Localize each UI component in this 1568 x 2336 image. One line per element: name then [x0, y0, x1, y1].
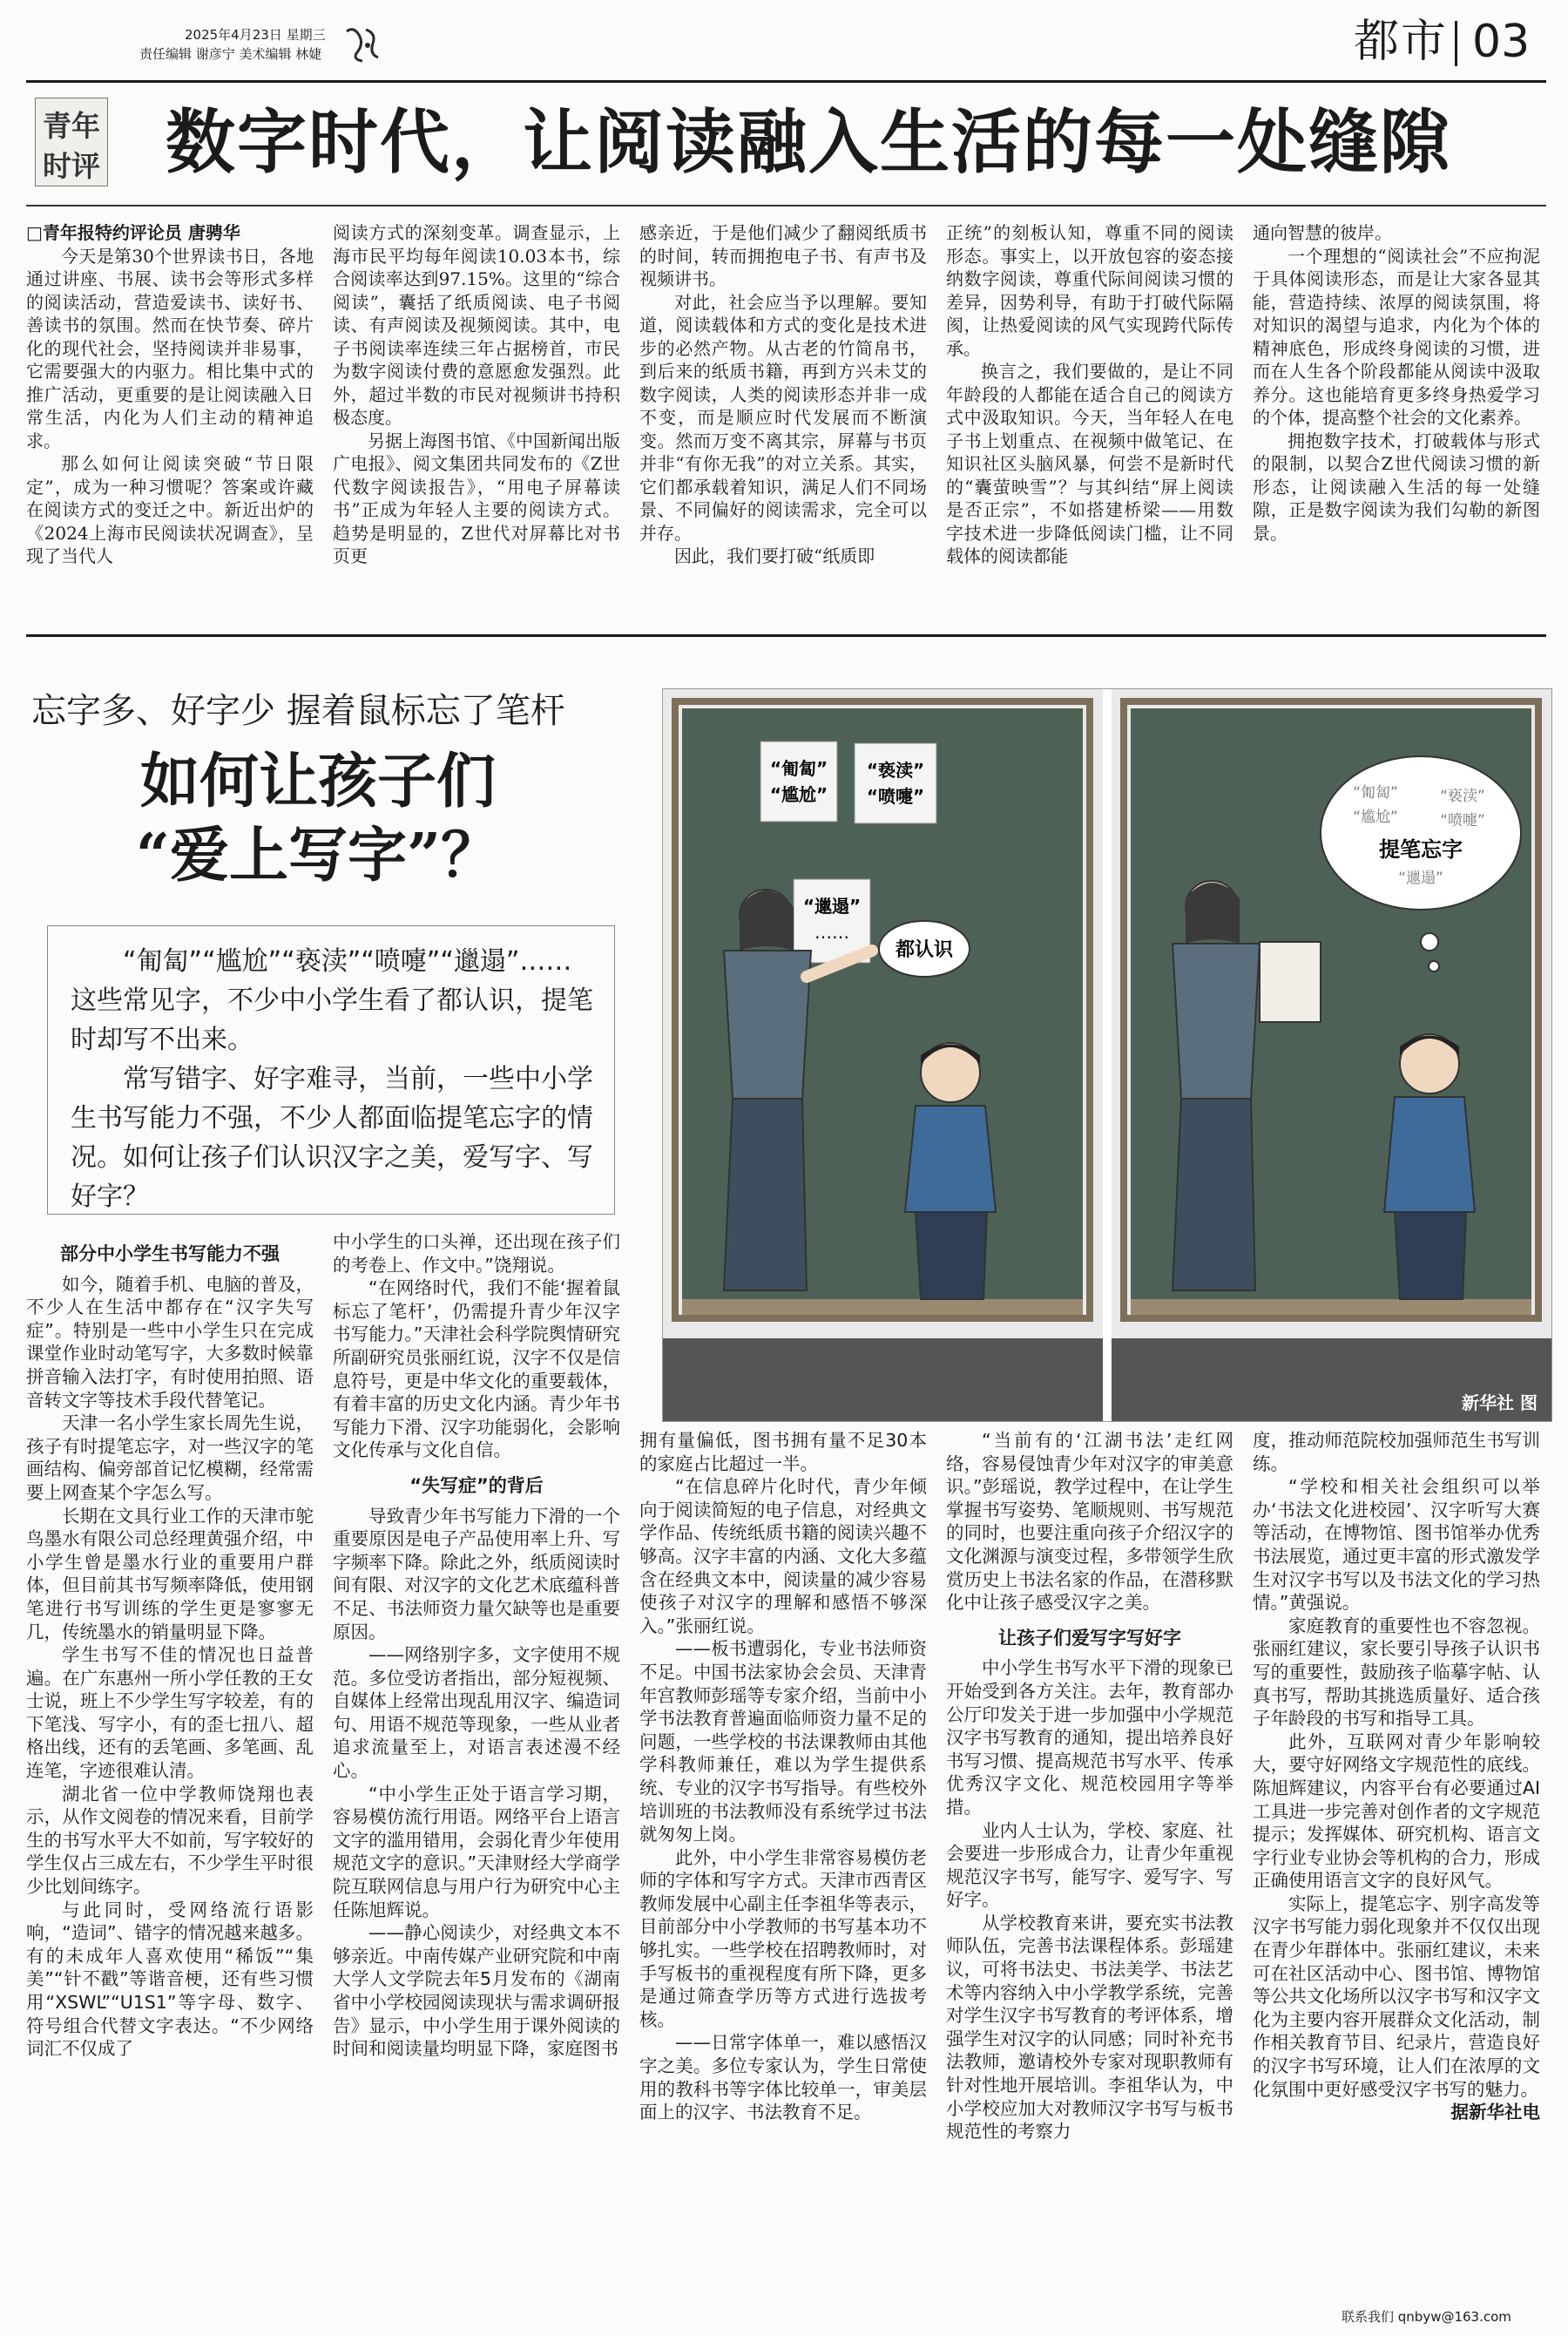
- card3-word1: “邋遢”: [802, 896, 862, 917]
- comic-drawing: [663, 689, 1551, 1421]
- comic-illustration: [662, 688, 1552, 1422]
- byline: □青年报特约评论员 唐骋华: [26, 222, 240, 243]
- commentary-column-2: [333, 221, 620, 568]
- thought-word: “邋遢”: [1398, 870, 1443, 887]
- paragraph: 中小学生书写水平下滑的现象已开始受到各方关注。去年，教育部办公厅印发关于进一步加强中小学规范汉字书写教育的通知，提出培养良好书写习惯、提高规范书写水平、传承优秀汉字文化、规范校园用字等举措。: [946, 1657, 1233, 1818]
- paragraph: 此外，互联网对青少年影响较大，要守好网络文字规范性的底线。陈旭辉建议，内容平台有必要通过AI工具进一步完善对创作者的文字规范提示；发挥媒体、研究机构、语言文字行业专业协会等机构的合力，形成正确使用语言文字的良好风气。: [1253, 1730, 1540, 1892]
- paragraph: 感亲近，于是他们减少了翻阅纸质书的时间，转而拥抱电子书、有声书及视频讲书。: [639, 222, 927, 289]
- paragraph: 今天是第30个世界读书日，各地通过讲座、书展、读书会等形式多样的阅读活动，营造爱读书、读好书、善读书的氛围。然而在快节奏、碎片化的现代社会，坚持阅读并非易事，它需要强大的内驱力。相比集中式的推广活动，更重要的是让阅读融入日常生活，内化为人们主动的精神追求。: [26, 245, 314, 451]
- paragraph: 长期在文具行业工作的天津市鸵鸟墨水有限公司总经理黄强介绍，中小学生曾是墨水行业的重要用户群体，但目前其书写频率降低，使用钢笔进行书写训练的学生更是寥寥无几，传统墨水的销量明显下降。: [26, 1505, 314, 1642]
- issue-date: 2025年4月23日 星期三: [185, 27, 326, 43]
- article-column-5: [1253, 1429, 1540, 2124]
- paragraph: ——网络别字多，文字使用不规范。多位受访者指出，部分短视频、自媒体上经常出现乱用汉字、编造词句、用语不规范等现象，一些从业者追求流量至上，对语言表述漫不经心。: [333, 1644, 620, 1782]
- column-tag-line2: 时评: [43, 149, 100, 183]
- paragraph: ——日常字体单一，难以感悟汉字之美。多位专家认为，学生日常使用的教科书等字体比较单一，审美层面上的汉字、书法教育不足。: [639, 2032, 927, 2123]
- commentary-headline: 数字时代，让阅读融入生活的每一处缝隙: [166, 101, 1451, 183]
- paragraph: 拥有量偏低，图书拥有量不足30本的家庭占比超过一半。: [639, 1430, 927, 1474]
- section-divider: [1455, 21, 1457, 66]
- section-name: 都市: [1353, 16, 1448, 68]
- source-signature: 据新华社电: [1450, 2102, 1540, 2123]
- feature-headline-line1: 如何让孩子们: [139, 747, 496, 816]
- page-number: 03: [1472, 16, 1531, 68]
- paragraph: “当前有的‘江湖书法’走红网络，容易侵蚀青少年对汉字的审美意识。”彭瑶说，教学过程中，在让学生掌握书写姿势、笔顺规则、书写规范的同时，也要注重向孩子介绍汉字的文化渊源与演变过程，多带领学生欣赏历史上书法名家的作品，在潜移默化中让孩子感受汉字之美。: [946, 1430, 1233, 1614]
- photo-credit: 新华社 图: [1462, 1392, 1538, 1413]
- commentary-column-5: [1253, 221, 1540, 545]
- paragraph: 那么如何让阅读突破“节日限定”，成为一种习惯呢？答案或许藏在阅读方式的变迁之中。新近出炉的《2024上海市民阅读状况调查》，呈现了当代人: [26, 453, 314, 566]
- feature-headline-line2: “爱上写字”？: [135, 821, 501, 890]
- newspaper-logo: [341, 23, 383, 64]
- article-column-4: [946, 1429, 1233, 2143]
- editors-line: 责任编辑 谢彦宁 美术编辑 林婕: [139, 46, 322, 62]
- paragraph: 度，推动师范院校加强师范生书写训练。: [1253, 1430, 1540, 1474]
- paragraph: 与此同时，受网络流行语影响，“造词”、错字的情况越来越多。有的未成年人喜欢使用“稀饭”“集美”“针不戳”等谐音梗，还有些习惯用“XSWL”“U1S1”等字母、数字、符号组合代替文字表达。“不少网络词汇不仅成了: [26, 1899, 314, 2060]
- lead-paragraph: “匍匐”“尴尬”“亵渎”“喷嚏”“邋遢”……这些常见字，不少中小学生看了都认识，提笔时却写不出来。: [71, 946, 593, 1055]
- commentary-column-3: [639, 221, 927, 568]
- article-column-1: [26, 1230, 314, 2061]
- paragraph: 因此，我们要打破“纸质即: [674, 545, 875, 566]
- card2-word2: “喷嚏”: [866, 786, 925, 807]
- article-column-3: [639, 1429, 927, 2124]
- paragraph: 业内人士认为，学校、家庭、社会要进一步形成合力，让青少年重视规范汉字书写，能写字、爱写字、写好字。: [946, 1819, 1233, 1911]
- lead-box: [47, 925, 615, 1215]
- paragraph: 此外，中小学生非常容易模仿老师的字体和写字方式。天津市西青区教师发展中心副主任李祖华等表示，目前部分中小学教师的书写基本功不够扎实。一些学校在招聘教师时，对手写板书的重视程度有所下降，更多是通过筛查学历等方式进行选拔考核。: [639, 1846, 927, 2030]
- paragraph: 家庭教育的重要性也不容忽视。张丽红建议，家长要引导孩子认识书写的重要性，鼓励孩子临摹字帖、认真书写，帮助其挑选质量好、适合孩子年龄段的书写和指导工具。: [1253, 1615, 1540, 1730]
- column-tag-line1: 青年: [43, 109, 100, 143]
- paragraph: 如今，随着手机、电脑的普及，不少人在生活中都存在“汉字失写症”。特别是一些中小学生只在完成课堂作业时动笔写字，大多数时候靠拼音输入法打字，有时使用拍照、语音转文字等技术手段代替笔记。: [26, 1273, 314, 1411]
- paragraph: 换言之，我们要做的，是让不同年龄段的人都能在适合自己的阅读方式中汲取知识。今天，当年轻人在电子书上划重点、在视频中做笔记、在知识社区头脑风暴，何尝不是新时代的“囊萤映雪”？与其纠结“屏上阅读是否正宗”，不如搭建桥梁——用数字技术进一步降低阅读门槛，让不同载体的阅读都能: [946, 361, 1233, 566]
- subheading: “失写症”的背后: [409, 1474, 544, 1496]
- paragraph: 一个理想的“阅读社会”不应拘泥于具体阅读形态，而是让大家各显其能，营造持续、浓厚的阅读氛围，将对知识的渴望与追求，内化为个体的精神底色，形成终身阅读的习惯，进而在人生各个阶段都能从阅读中汲取养分。这也能培育更多终身热爱学习的个体，提高整个社会的文化素养。: [1253, 245, 1540, 428]
- paragraph: “中小学生正处于语言学习期，容易模仿流行用语。网络平台上语言文字的滥用错用，会弱化青少年使用规范文字的意识。”天津财经大学商学院互联网信息与用户行为研究中心主任陈旭辉说。: [333, 1783, 620, 1920]
- subheading: 让孩子们爱写字写好字: [998, 1627, 1181, 1649]
- card2-word1: “亵渎”: [866, 760, 925, 781]
- paragraph: 天津一名小学生家长周先生说，孩子有时提笔忘字，对一些汉字的笔画结构、偏旁部首记忆模糊，经常需要上网查某个字怎么写。: [26, 1412, 314, 1503]
- paragraph: 学生书写不佳的情况也日益普遍。在广东惠州一所小学任教的王女士说，班上不少学生写字较差，有的下笔浅、写字小，有的歪七扭八、超格出线，还有的丢笔画、多笔画、乱连笔，字迹很难认清。: [26, 1644, 314, 1782]
- paragraph: 正统”的刻板认知，尊重不同的阅读形态。事实上，以开放包容的姿态接纳数字阅读，尊重代际间阅读习惯的差异，因势利导，有助于打破代际隔阂，让热爱阅读的风气实现跨代际传承。: [946, 222, 1233, 359]
- paragraph: 通向智慧的彼岸。: [1253, 222, 1392, 243]
- paragraph: 实际上，提笔忘字、别字高发等汉字书写能力弱化现象并不仅仅出现在青少年群体中。张丽红建议，未来可在社区活动中心、图书馆、博物馆等公共文化场所以汉字书写和汉字文化为主要内容开展群众文化活动，制作相关教育节目、纪录片，营造良好的汉字书写环境，让人们在浓厚的文化氛围中更好感受汉字书写的魅力。: [1253, 1892, 1540, 2100]
- paragraph: 对此，社会应当予以理解。要知道，阅读载体和方式的变化是技术进步的必然产物。从古老的竹简帛书，到后来的纸质书籍，再到方兴未艾的数字阅读，人类的阅读形态并非一成不变，而是顺应时代发展而不断演变。然而万变不离其宗，屏幕与书页并非“有你无我”的对立关系。其实，它们都承载着知识，满足人们不同场景、不同偏好的阅读需求，完全可以并存。: [639, 291, 927, 544]
- card1-word2: “尴尬”: [769, 784, 828, 805]
- section-rule: [26, 634, 1546, 637]
- lead-paragraph: 常写错字、好字难寻，当前，一些中小学生书写能力不强，不少人都面临提笔忘字的情况。如何让孩子们认识汉字之美，爱写字、写好字？: [71, 1064, 593, 1212]
- thought-bubble-text: 提笔忘字: [1379, 837, 1463, 862]
- paragraph: ——板书遭弱化，专业书法师资不足。中国书法家协会会员、天津青年宫教师彭瑶等专家介绍，当前中小学书法教育普遍面临师资力量不足的问题，一些学校的书法课教师由其他学科教师兼任，难以为学生提供系统、专业的汉字书写指导。有些校外培训班的书法教师没有系统学过书法就匆匆上岗。: [639, 1638, 927, 1845]
- paragraph: ——静心阅读少，对经典文本不够亲近。中南传媒产业研究院和中南大学人文学院去年5月发布的《湖南省中小学校园阅读现状与需求调研报告》显示，中小学生用于课外阅读的时间和阅读量均明显下降，家庭图书: [333, 1922, 620, 2060]
- column-tag: [35, 98, 108, 186]
- card1-word1: “匍匐”: [769, 758, 828, 779]
- paragraph: 从学校教育来讲，要充实书法教师队伍，完善书法课程体系。彭瑶建议，可将书法史、书法美学、书法艺术等内容纳入中小学教学系统，完善对学生汉字书写教育的考评体系，增强学生对汉字的认同感；同时补充书法教师，邀请校外专家对现职教师有针对性地开展培训。李祖华认为，中小学校应加大对教师汉字书写与板书规范性的考察力: [946, 1912, 1233, 2143]
- subheading: 部分中小学生书写能力不强: [60, 1243, 280, 1264]
- article-column-2: [333, 1230, 620, 2061]
- commentary-column-1: [26, 221, 314, 568]
- thought-word: “匍匐”: [1353, 784, 1398, 802]
- paragraph: 中小学生的口头禅，还出现在孩子们的考卷上、作文中。”饶翔说。: [333, 1231, 620, 1276]
- masthead-rule: [26, 80, 1546, 83]
- speech-bubble-text: 都认识: [895, 939, 954, 961]
- thought-word: “喷嚏”: [1440, 812, 1485, 829]
- footer-contact: 联系我们 qnbyw@163.com: [1342, 2309, 1511, 2325]
- paragraph: “在网络时代，我们不能‘握着鼠标忘了笔杆’，仍需提升青少年汉字书写能力。”天津社会科学院舆情研究所副研究员张丽红说，汉字不仅是信息符号，更是中华文化的重要载体，有着丰富的历史文化内涵。青少年书写能力下滑、汉字功能弱化，会影响文化传承与文化自信。: [333, 1277, 620, 1461]
- thought-word: “尴尬”: [1353, 809, 1398, 826]
- commentary-rule: [26, 205, 1546, 207]
- paragraph: 拥抱数字技术，打破载体与形式的限制，以契合Z世代阅读习惯的新形态，让阅读融入生活的每一处缝隙，正是数字阅读为我们勾勒的新图景。: [1253, 430, 1540, 544]
- paragraph: “在信息碎片化时代，青少年倾向于阅读简短的电子信息，对经典文学作品、传统纸质书籍的阅读兴趣不够高。汉字丰富的内涵、文化大多蕴含在经典文本中，阅读量的减少容易使孩子对汉字的理解和感悟不够深入。”张丽红说。: [639, 1476, 927, 1636]
- paragraph: 湖北省一位中学教师饶翔也表示，从作文阅卷的情况来看，目前学生的书写水平大不如前，写字较好的学生仅占三成左右，不少学生平时很少比划间练字。: [26, 1783, 314, 1898]
- paragraph: “学校和相关社会组织可以举办‘书法文化进校园’、汉字听写大赛等活动，在博物馆、图书馆举办优秀书法展览，通过更丰富的形式激发学生对汉字书写以及书法文化的学习热情。”黄强说。: [1253, 1476, 1540, 1614]
- feature-kicker: 忘字多、好字少 握着鼠标忘了笔杆: [31, 691, 565, 731]
- paragraph: 导致青少年书写能力下滑的一个重要原因是电子产品使用率上升、写字频率下降。除此之外，纸质阅读时间有限、对汉字的文化艺术底蕴科普不足、书法师资力量欠缺等也是重要原因。: [333, 1505, 620, 1642]
- paragraph: 另据上海图书馆、《中国新闻出版广电报》、阅文集团共同发布的《Z世代数字阅读报告》，“用电子屏幕读书”正成为年轻人主要的阅读方式。趋势是明显的，Z世代对屏幕比对书页更: [333, 430, 620, 566]
- thought-word: “亵渎”: [1440, 788, 1485, 805]
- card3-word2: ……: [814, 922, 849, 943]
- commentary-column-4: [946, 221, 1233, 568]
- paragraph: 阅读方式的深刻变革。调查显示，上海市民平均每年阅读10.03本书，综合阅读率达到97.15%。这里的“综合阅读”，囊括了纸质阅读、电子书阅读、有声阅读及视频阅读。其中，电子书阅读率连续三年占据榜首，市民为数字阅读付费的意愿愈发强烈。此外，超过半数的市民对视频讲书持积极态度。: [333, 222, 620, 428]
